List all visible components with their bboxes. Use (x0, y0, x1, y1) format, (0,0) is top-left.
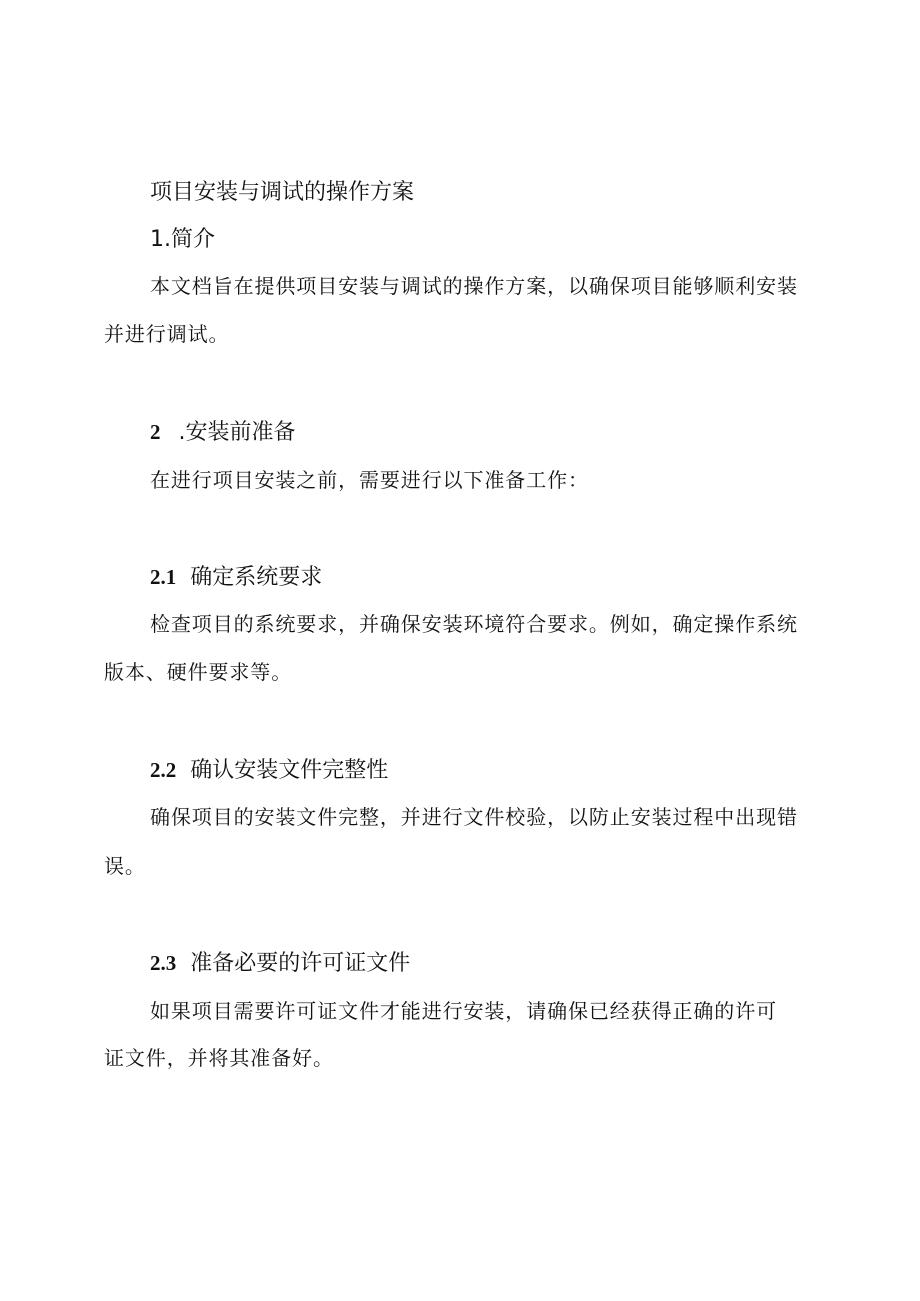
section-2-1-number: 2.1 (150, 565, 177, 589)
section-2-paragraph-line-1: 在进行项目安装之前，需要进行以下准备工作： (150, 468, 589, 492)
section-2-2-heading: 确认安装文件完整性 (190, 758, 389, 783)
section-2-number: 2 (150, 420, 161, 444)
section-1-paragraph-line-1: 本文档旨在提供项目安装与调试的操作方案，以确保项目能够顺利安装 (150, 274, 798, 298)
section-2-3-heading-row (150, 948, 410, 979)
section-1-paragraph-line-2: 并进行调试。 (104, 322, 230, 346)
section-2-3-number: 2.3 (150, 951, 177, 975)
section-2-2-paragraph-line-1: 确保项目的安装文件完整，并进行文件校验，以防止安装过程中出现错 (150, 805, 798, 829)
section-2-heading: .安装前准备 (178, 420, 296, 445)
section-2-1-heading: 确定系统要求 (190, 565, 323, 590)
section-1-heading: 1.简介 (150, 227, 215, 252)
section-2-2-number: 2.2 (150, 758, 177, 782)
section-2-2-heading-row (150, 755, 388, 786)
section-2-1-paragraph-line-2: 版本、硬件要求等。 (104, 660, 293, 684)
section-2-3-paragraph-line-2: 证文件，并将其准备好。 (104, 1046, 334, 1070)
document-title: 项目安装与调试的操作方案 (150, 180, 415, 205)
section-2-3-paragraph-line-1: 如果项目需要许可证文件才能进行安装，请确保已经获得正确的许可 (150, 999, 777, 1023)
section-2-1-paragraph-line-1: 检查项目的系统要求，并确保安装环境符合要求。例如，确定操作系统 (150, 612, 798, 636)
section-2-2-paragraph-line-2: 误。 (104, 854, 146, 878)
section-2-heading-row (150, 417, 296, 448)
section-2-1-heading-row (150, 562, 322, 593)
section-2-3-heading: 准备必要的许可证文件 (190, 951, 411, 976)
